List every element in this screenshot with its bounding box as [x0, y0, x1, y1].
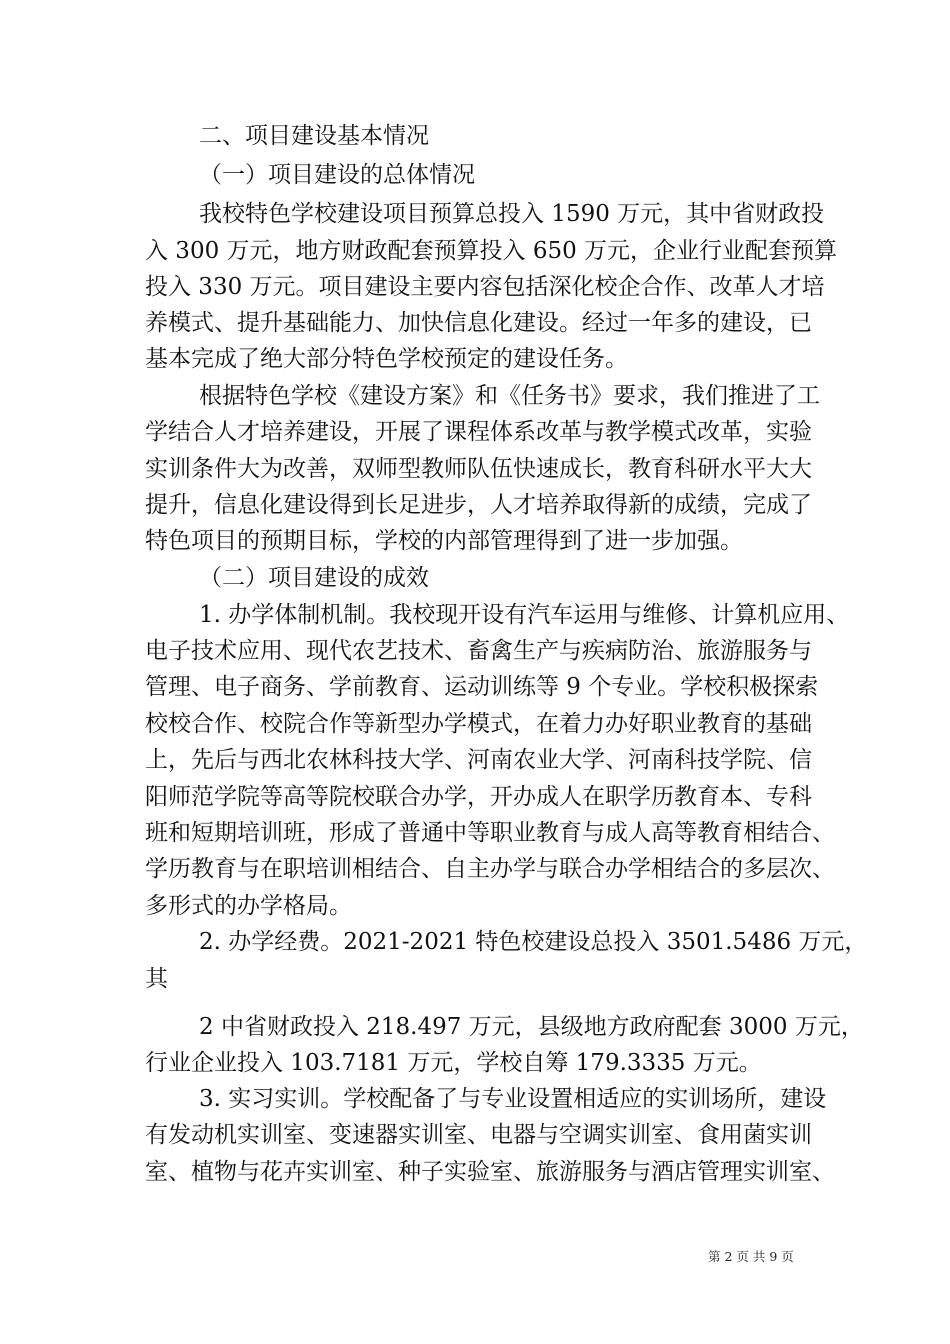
paragraph-line: 其	[145, 966, 168, 992]
paragraph-line: 多形式的办学格局。	[145, 893, 352, 919]
paragraph-line: 提升，信息化建设得到长足进步，人才培养取得新的成绩，完成了	[145, 492, 812, 518]
paragraph-line: 校校合作、校院合作等新型办学模式，在着力办好职业教育的基础	[145, 711, 812, 737]
paragraph-line: 我校特色学校建设项目预算总投入 1590 万元，其中省财政投	[199, 201, 825, 227]
paragraph-line: 基本完成了绝大部分特色学校预定的建设任务。	[145, 346, 628, 372]
paragraph-line: 1. 办学体制机制。我校现开设有汽车运用与维修、计算机应用、	[199, 602, 850, 628]
page-number-footer: 第 2 页 共 9 页	[708, 1249, 794, 1264]
section-heading: 二、项目建设基本情况	[199, 123, 429, 149]
paragraph-line: 投入 330 万元。项目建设主要内容包括深化校企合作、改革人才培	[145, 274, 825, 300]
paragraph-line: 阳师范学院等高等院校联合办学，开办成人在职学历教育本、专科	[145, 784, 812, 810]
paragraph-line: 根据特色学校《建设方案》和《任务书》要求，我们推进了工	[199, 383, 820, 409]
paragraph-line: 学结合人才培养建设，开展了课程体系改革与教学模式改革，实验	[145, 419, 812, 445]
subsection-heading: （一）项目建设的总体情况	[199, 162, 475, 188]
paragraph-line: 养模式、提升基础能力、加快信息化建设。经过一年多的建设，已	[145, 310, 812, 336]
paragraph-line: 电子技术应用、现代农艺技术、畜禽生产与疾病防治、旅游服务与	[145, 638, 812, 664]
paragraph-line: 班和短期培训班，形成了普通中等职业教育与成人高等教育相结合、	[145, 820, 835, 846]
paragraph-line: 有发动机实训室、变速器实训室、电器与空调实训室、食用菌实训	[145, 1122, 812, 1148]
paragraph-line: 实训条件大为改善，双师型教师队伍快速成长，教育科研水平大大	[145, 456, 812, 482]
paragraph-line: 管理、电子商务、学前教育、运动训练等 9 个专业。学校积极探索	[145, 674, 819, 700]
subsection-heading: （二）项目建设的成效	[199, 565, 429, 591]
paragraph-line: 学历教育与在职培训相结合、自主办学与联合办学相结合的多层次、	[145, 856, 835, 882]
paragraph-line: 室、植物与花卉实训室、种子实验室、旅游服务与酒店管理实训室、	[145, 1159, 835, 1185]
paragraph-line: 行业企业投入 103.7181 万元，学校自筹 179.3335 万元。	[145, 1050, 762, 1076]
paragraph-line: 上，先后与西北农林科技大学、河南农业大学、河南科技学院、信	[145, 747, 812, 773]
paragraph-line: 3. 实习实训。学校配备了与专业设置相适应的实训场所，建设	[199, 1086, 827, 1112]
paragraph-line: 2. 办学经费。2021-2021 特色校建设总投入 3501.5486 万元，	[199, 929, 868, 955]
paragraph-line: 2 中省财政投入 218.497 万元，县级地方政府配套 3000 万元，	[199, 1014, 864, 1040]
paragraph-line: 特色项目的预期目标，学校的内部管理得到了进一步加强。	[145, 528, 743, 554]
paragraph-line: 入 300 万元，地方财政配套预算投入 650 万元，企业行业配套预算	[145, 238, 838, 264]
